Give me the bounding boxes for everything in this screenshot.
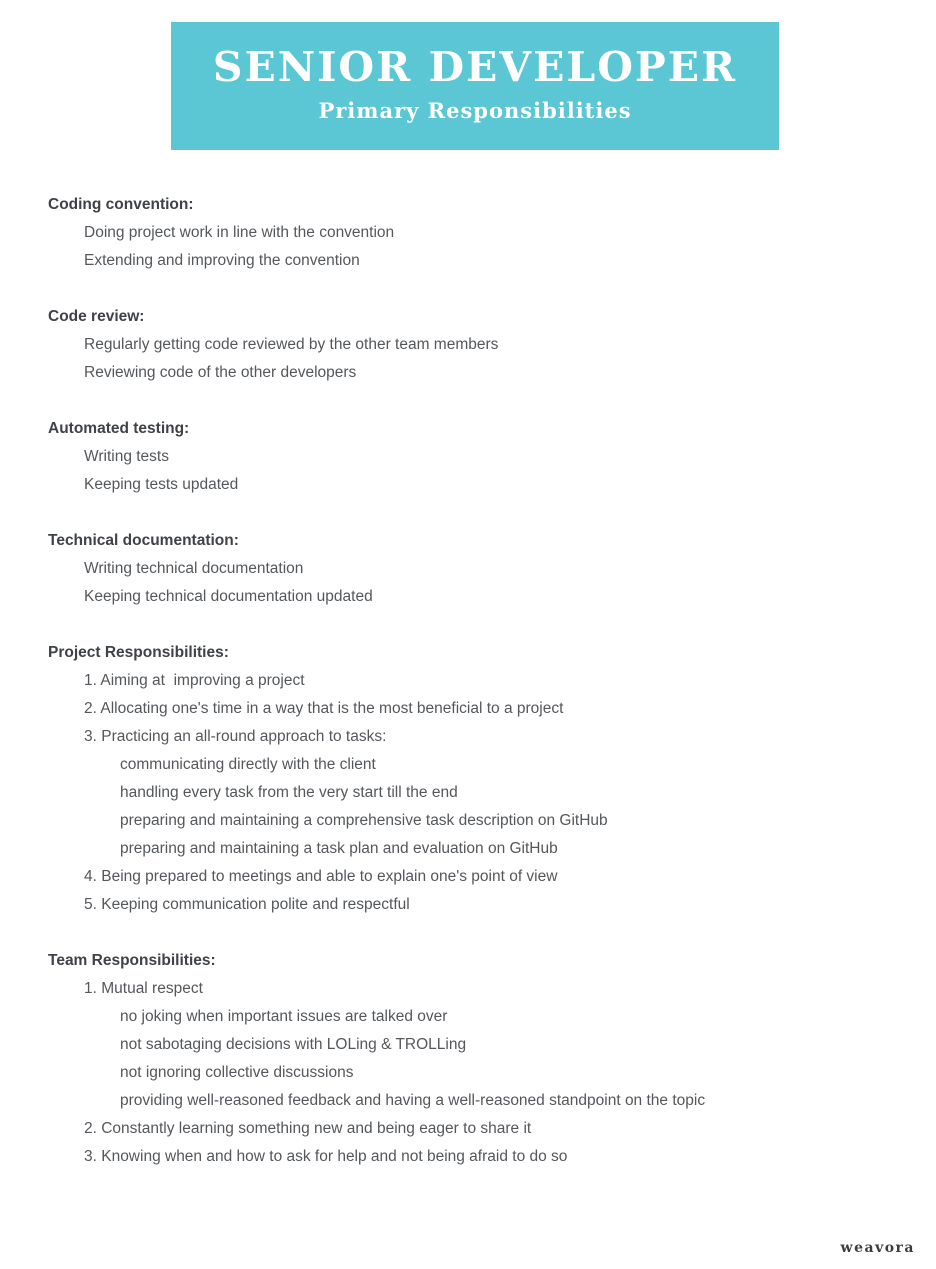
- list-item: preparing and maintaining a task plan and evaluation on GitHub: [120, 840, 558, 857]
- list-item: 2. Constantly learning something new and being eager to share it: [84, 1120, 532, 1137]
- list-item: Writing technical documentation: [84, 560, 304, 577]
- section-technical-documentation: [48, 527, 898, 611]
- list-item: Extending and improving the convention: [84, 252, 360, 269]
- section-project-responsibilities: [48, 639, 898, 919]
- section-code-review: [48, 303, 898, 387]
- list-item: 1. Aiming at improving a project: [84, 672, 305, 689]
- section-automated-testing: [48, 415, 898, 499]
- list-item: 4. Being prepared to meetings and able to explain one's point of view: [84, 868, 558, 885]
- list-item: not sabotaging decisions with LOLing & TROLLing: [120, 1036, 467, 1053]
- section-team-responsibilities: [48, 947, 898, 1171]
- list-item: no joking when important issues are talked over: [120, 1008, 448, 1025]
- list-item: providing well-reasoned feedback and having a well-reasoned standpoint on the topic: [120, 1092, 706, 1109]
- page-title: SENIOR DEVELOPER: [212, 43, 738, 91]
- list-item: Keeping technical documentation updated: [84, 588, 373, 605]
- list-item: preparing and maintaining a comprehensive task description on GitHub: [120, 812, 608, 829]
- list-item: 2. Allocating one's time in a way that is the most beneficial to a project: [84, 700, 564, 717]
- section-heading: Code review:: [48, 308, 145, 325]
- list-item: Doing project work in line with the convention: [84, 224, 395, 241]
- section-heading: Coding convention:: [48, 196, 194, 213]
- list-item: communicating directly with the client: [120, 756, 376, 773]
- list-item: Keeping tests updated: [84, 476, 239, 493]
- list-item: not ignoring collective discussions: [120, 1064, 354, 1081]
- section-heading: Team Responsibilities:: [48, 952, 216, 969]
- list-item: 5. Keeping communication polite and respectful: [84, 896, 410, 913]
- header-banner: [171, 22, 779, 150]
- list-item: Regularly getting code reviewed by the other team members: [84, 336, 499, 353]
- list-item: 3. Practicing an all-round approach to tasks:: [84, 728, 387, 745]
- list-item: 1. Mutual respect: [84, 980, 203, 997]
- list-item: Writing tests: [84, 448, 169, 465]
- list-item: handling every task from the very start till the end: [120, 784, 458, 801]
- section-heading: Automated testing:: [48, 420, 190, 437]
- list-item: Reviewing code of the other developers: [84, 364, 357, 381]
- section-heading: Project Responsibilities:: [48, 644, 229, 661]
- brand-logo: weavora: [840, 1240, 915, 1256]
- page-subtitle: Primary Responsibilities: [318, 98, 632, 123]
- document-body: [48, 191, 898, 1199]
- list-item: 3. Knowing when and how to ask for help and not being afraid to do so: [84, 1148, 568, 1165]
- section-heading: Technical documentation:: [48, 532, 239, 549]
- section-coding-convention: [48, 191, 898, 275]
